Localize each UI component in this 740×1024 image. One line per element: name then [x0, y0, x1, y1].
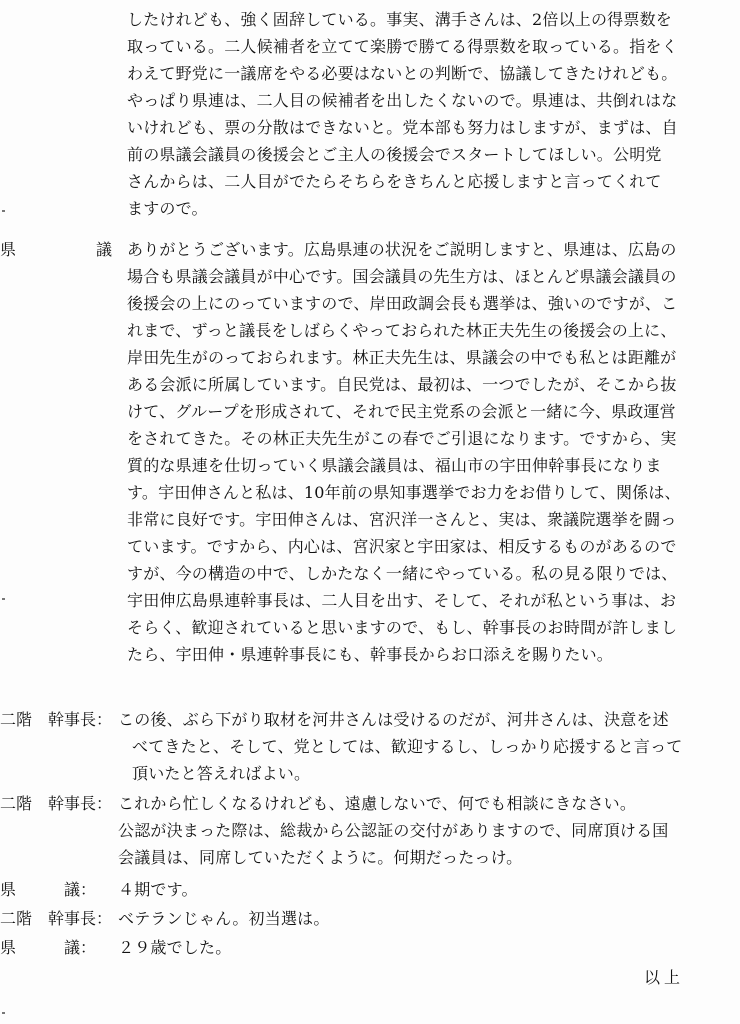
text-line: れまで、ずっと議長をしばらくやっておられた林正夫先生の後援会の上に、 — [127, 321, 677, 340]
text-line: 取っている。二人候補者を立てて楽勝で勝てる得票数を取っている。指をく — [127, 37, 678, 56]
text-line: やっぱり県連は、二人目の候補者を出したくないので。県連は、共倒れはな — [127, 91, 678, 110]
closing-mark: 以上 — [644, 968, 685, 987]
speaker-label: 県 議： — [0, 938, 97, 957]
speaker-label: 県 議： — [0, 880, 97, 899]
text-line: そらく、歓迎されていると思いますので、もし、幹事長のお時間が許しまし — [127, 618, 678, 637]
speech-text — [118, 905, 708, 932]
text-line: 宇田伸広島県連幹事長は、二人目を出す、そして、それが私という事は、お — [127, 591, 677, 610]
text-line: 場合も県議会議員が中心です。国会議員の先生方は、ほとんど県議会議員の — [127, 267, 677, 286]
speaker-label: 県 議 — [0, 240, 121, 259]
text-line: わえて野党に一議席をやる必要はないとの判断で、協議してきたけれども。 — [127, 64, 678, 83]
text-line: いけれども、票の分散はできないと。党本部も努力はしますが、まずは、自 — [127, 118, 678, 137]
text-line: をされてきた。その林正夫先生がこの春でご引退になります。ですから、実 — [127, 429, 677, 448]
text-line: 公認が決まった際は、総裁から公認証の交付がありますので、同席頂ける国 — [118, 821, 669, 840]
text-line: この後、ぶら下がり取材を河井さんは受けるのだが、河井さんは、決意を述 — [118, 710, 669, 729]
speech-text — [118, 934, 708, 961]
text-line: さんからは、二人目がでたらそちらをきちんと応援しますと言ってくれて — [127, 172, 662, 191]
text-line: ています。ですから、内心は、宮沢家と宇田家は、相反するものがあるので — [127, 537, 677, 556]
continued-paragraph — [127, 6, 707, 222]
speech-text — [127, 236, 717, 668]
scan-speck — [2, 598, 5, 600]
text-line: 質的な県連を仕切っていく県議会議員は、福山市の宇田伸幹事長になりま — [127, 456, 662, 475]
text-line: すが、今の構造の中で、しかたなく一緒にやっている。私の見る限りでは、 — [127, 564, 678, 583]
speech-text — [118, 790, 708, 871]
speaker-label: 二階 幹事長： — [0, 909, 113, 928]
text-line: す。宇田伸さんと私は、10年前の県知事選挙でお力をお借りして、関係は、 — [127, 483, 681, 502]
text-line: これから忙しくなるけれども、遠慮しないで、何でも相談にきなさい。 — [118, 794, 637, 813]
text-line: ますので。 — [127, 199, 208, 218]
speech-text — [118, 876, 708, 903]
text-line: 岸田先生がのっておられます。林正夫先生は、県議会の中でも私とは距離が — [127, 348, 677, 367]
text-line: ありがとうございます。広島県連の状況をご説明しますと、県連は、広島の — [127, 240, 677, 259]
text-line: ２９歳でした。 — [118, 938, 232, 957]
text-line: ある会派に所属しています。自民党は、最初は、一つでしたが、そこから抜 — [127, 375, 677, 394]
scan-speck — [2, 210, 5, 212]
text-line: 前の県議会議員の後援会とご主人の後援会でスタートしてほしい。公明党 — [127, 145, 662, 164]
text-line: べてきたと、そして、党としては、歓迎するし、しっかり応援すると言って — [132, 737, 683, 756]
text-line: 会議員は、同席していただくように。何期だったっけ。 — [118, 848, 523, 867]
text-line: ４期です。 — [118, 880, 198, 899]
speaker-label: 二階 幹事長： — [0, 794, 113, 813]
text-line: けて、グループを形成されて、それで民主党系の会派と一緒に今、県政運営 — [127, 402, 676, 421]
text-line: 後援会の上にのっていますので、岸田政調会長も選挙は、強いのですが、こ — [127, 294, 678, 313]
text-line: 頂いたと答えればよい。 — [132, 764, 311, 783]
text-line: ベテランじゃん。初当選は。 — [118, 909, 330, 928]
text-line: 非常に良好です。宇田伸さんは、宮沢洋一さんと、実は、衆議院選挙を闘っ — [127, 510, 677, 529]
text-line: したけれども、強く固辞している。事実、溝手さんは、2倍以上の得票数を — [127, 10, 672, 29]
speech-text — [118, 706, 708, 787]
text-line: たら、宇田伸・県連幹事長にも、幹事長からお口添えを賜りたい。 — [127, 645, 614, 664]
speaker-label: 二階 幹事長： — [0, 710, 113, 729]
scan-speck — [2, 1012, 5, 1014]
